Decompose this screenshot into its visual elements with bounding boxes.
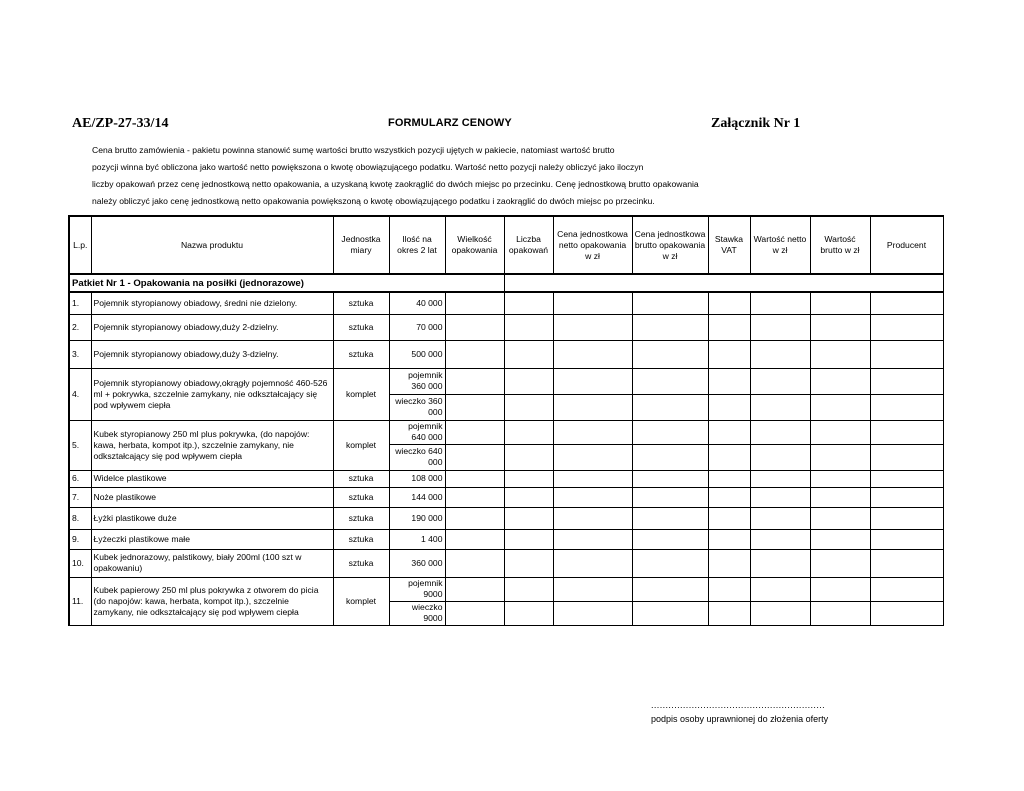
cell-producer[interactable] bbox=[870, 470, 943, 487]
cell-vat[interactable] bbox=[708, 470, 750, 487]
cell-lp: 10. bbox=[69, 549, 91, 577]
cell-qty: 190 000 bbox=[389, 507, 445, 529]
intro-line: należy obliczyć jako cenę jednostkową netto opakowania powiększoną o kwotę obowiązującego podatku i zaokrąglić do dwóch miejsc po przecinku. bbox=[92, 196, 655, 206]
col-header-pack-count: Liczba opakowań bbox=[504, 216, 553, 274]
cell-name: Kubek styropianowy 250 ml plus pokrywka, (do napojów: kawa, herbata, kompot itp.), szczelnie zamykany, nie odkształcający się pod wpływem ciepła bbox=[91, 420, 333, 470]
section-title: Patkiet Nr 1 - Opakowania na posiłki (jednorazowe) bbox=[69, 274, 504, 292]
cell-qty-container: pojemnik 360 000 bbox=[389, 368, 445, 394]
cell-net[interactable] bbox=[750, 292, 810, 314]
cell-net[interactable] bbox=[750, 420, 810, 444]
cell-producer[interactable] bbox=[870, 368, 943, 394]
intro-line: pozycji winna być obliczona jako wartość netto powiększona o kwotę obowiązującego podatku. Wartość netto pozycji należy obliczyć jako iloczyn bbox=[92, 162, 644, 172]
cell-pack-count[interactable] bbox=[504, 549, 553, 577]
cell-producer[interactable] bbox=[870, 601, 943, 625]
cell-pack-size[interactable] bbox=[445, 444, 504, 470]
cell-unit: sztuka bbox=[333, 340, 389, 368]
cell-gross[interactable] bbox=[810, 444, 870, 470]
cell-pack-count[interactable] bbox=[504, 292, 553, 314]
cell-unit-gross[interactable] bbox=[632, 394, 708, 420]
cell-name: Pojemnik styropianowy obiadowy,okrągły pojemność 460-526 ml + pokrywka, szczelnie zamykany, nie odkształcający się pod wpływem ciepła bbox=[91, 368, 333, 420]
cell-gross[interactable] bbox=[810, 577, 870, 601]
cell-lp: 7. bbox=[69, 487, 91, 507]
cell-unit-net[interactable] bbox=[553, 507, 632, 529]
cell-name: Widelce plastikowe bbox=[91, 470, 333, 487]
cell-name: Łyżeczki plastikowe małe bbox=[91, 529, 333, 549]
cell-unit-net[interactable] bbox=[553, 577, 632, 601]
cell-vat[interactable] bbox=[708, 601, 750, 625]
cell-vat[interactable] bbox=[708, 507, 750, 529]
cell-gross[interactable] bbox=[810, 292, 870, 314]
cell-pack-count[interactable] bbox=[504, 314, 553, 340]
cell-unit-net[interactable] bbox=[553, 314, 632, 340]
cell-pack-size[interactable] bbox=[445, 394, 504, 420]
cell-producer[interactable] bbox=[870, 577, 943, 601]
cell-qty-lid: wieczko 9000 bbox=[389, 601, 445, 625]
cell-net[interactable] bbox=[750, 314, 810, 340]
cell-lp: 4. bbox=[69, 368, 91, 420]
cell-net[interactable] bbox=[750, 529, 810, 549]
cell-qty: 144 000 bbox=[389, 487, 445, 507]
cell-lp: 3. bbox=[69, 340, 91, 368]
cell-qty-lid: wieczko 360 000 bbox=[389, 394, 445, 420]
cell-gross[interactable] bbox=[810, 340, 870, 368]
cell-producer[interactable] bbox=[870, 444, 943, 470]
cell-unit-gross[interactable] bbox=[632, 292, 708, 314]
cell-net[interactable] bbox=[750, 340, 810, 368]
cell-pack-count[interactable] bbox=[504, 340, 553, 368]
cell-pack-size[interactable] bbox=[445, 487, 504, 507]
cell-gross[interactable] bbox=[810, 507, 870, 529]
cell-vat[interactable] bbox=[708, 368, 750, 394]
cell-unit-gross[interactable] bbox=[632, 420, 708, 444]
cell-lp: 9. bbox=[69, 529, 91, 549]
col-header-net: Wartość netto w zł bbox=[750, 216, 810, 274]
cell-unit-net[interactable] bbox=[553, 487, 632, 507]
cell-vat[interactable] bbox=[708, 340, 750, 368]
cell-name: Pojemnik styropianowy obiadowy,duży 3-dzielny. bbox=[91, 340, 333, 368]
cell-unit-net[interactable] bbox=[553, 529, 632, 549]
signature-line: ............................................................ bbox=[651, 700, 826, 710]
cell-name: Kubek papierowy 250 ml plus pokrywka z otworem do picia (do napojów: kawa, herbata, kompot itp.), szczelnie zamykany, nie odkształcający się pod wpływem ciepła bbox=[91, 577, 333, 625]
cell-pack-count[interactable] bbox=[504, 470, 553, 487]
table-row bbox=[69, 420, 943, 444]
cell-pack-size[interactable] bbox=[445, 549, 504, 577]
cell-lp: 5. bbox=[69, 420, 91, 470]
cell-pack-size[interactable] bbox=[445, 470, 504, 487]
cell-producer[interactable] bbox=[870, 549, 943, 577]
cell-qty-lid: wieczko 640 000 bbox=[389, 444, 445, 470]
table-row bbox=[69, 470, 943, 487]
cell-lp: 11. bbox=[69, 577, 91, 625]
cell-vat[interactable] bbox=[708, 394, 750, 420]
cell-vat[interactable] bbox=[708, 487, 750, 507]
cell-name: Łyżki plastikowe duże bbox=[91, 507, 333, 529]
cell-unit-gross[interactable] bbox=[632, 601, 708, 625]
cell-unit-net[interactable] bbox=[553, 340, 632, 368]
cell-gross[interactable] bbox=[810, 549, 870, 577]
cell-lp: 2. bbox=[69, 314, 91, 340]
cell-lp: 1. bbox=[69, 292, 91, 314]
cell-name: Pojemnik styropianowy obiadowy, średni nie dzielony. bbox=[91, 292, 333, 314]
intro-text bbox=[92, 142, 792, 210]
cell-name: Kubek jednorazowy, palstikowy, biały 200ml (100 szt w opakowaniu) bbox=[91, 549, 333, 577]
cell-pack-count[interactable] bbox=[504, 577, 553, 601]
cell-unit-gross[interactable] bbox=[632, 529, 708, 549]
cell-unit-net[interactable] bbox=[553, 420, 632, 444]
cell-unit: komplet bbox=[333, 420, 389, 470]
table-row bbox=[69, 577, 943, 601]
cell-net[interactable] bbox=[750, 444, 810, 470]
cell-lp: 8. bbox=[69, 507, 91, 529]
cell-producer[interactable] bbox=[870, 394, 943, 420]
cell-unit: sztuka bbox=[333, 314, 389, 340]
cell-pack-size[interactable] bbox=[445, 507, 504, 529]
col-header-vat: Stawka VAT bbox=[708, 216, 750, 274]
cell-net[interactable] bbox=[750, 601, 810, 625]
cell-producer[interactable] bbox=[870, 314, 943, 340]
cell-unit-gross[interactable] bbox=[632, 507, 708, 529]
cell-unit-net[interactable] bbox=[553, 549, 632, 577]
cell-unit-net[interactable] bbox=[553, 470, 632, 487]
col-header-qty: Ilość na okres 2 lat bbox=[389, 216, 445, 274]
cell-pack-count[interactable] bbox=[504, 368, 553, 394]
cell-name: Noże plastikowe bbox=[91, 487, 333, 507]
cell-unit: sztuka bbox=[333, 549, 389, 577]
cell-qty-container: pojemnik 640 000 bbox=[389, 420, 445, 444]
cell-vat[interactable] bbox=[708, 420, 750, 444]
cell-unit: komplet bbox=[333, 368, 389, 420]
col-header-unit-net: Cena jednostkowa netto opakowania w zł bbox=[553, 216, 632, 274]
cell-gross[interactable] bbox=[810, 529, 870, 549]
cell-producer[interactable] bbox=[870, 420, 943, 444]
cell-qty: 40 000 bbox=[389, 292, 445, 314]
cell-pack-size[interactable] bbox=[445, 420, 504, 444]
cell-pack-count[interactable] bbox=[504, 444, 553, 470]
table-row bbox=[69, 340, 943, 368]
cell-unit-net[interactable] bbox=[553, 601, 632, 625]
cell-net[interactable] bbox=[750, 549, 810, 577]
cell-qty-container: pojemnik 9000 bbox=[389, 577, 445, 601]
cell-gross[interactable] bbox=[810, 314, 870, 340]
cell-producer[interactable] bbox=[870, 292, 943, 314]
cell-unit-gross[interactable] bbox=[632, 368, 708, 394]
cell-unit-gross[interactable] bbox=[632, 487, 708, 507]
cell-vat[interactable] bbox=[708, 292, 750, 314]
document-reference: AE/ZP-27-33/14 bbox=[72, 116, 169, 131]
cell-gross[interactable] bbox=[810, 420, 870, 444]
cell-unit-gross[interactable] bbox=[632, 470, 708, 487]
cell-net[interactable] bbox=[750, 470, 810, 487]
cell-net[interactable] bbox=[750, 507, 810, 529]
cell-vat[interactable] bbox=[708, 577, 750, 601]
table-row bbox=[69, 368, 943, 394]
cell-producer[interactable] bbox=[870, 340, 943, 368]
cell-pack-size[interactable] bbox=[445, 340, 504, 368]
cell-vat[interactable] bbox=[708, 549, 750, 577]
signature-label: podpis osoby uprawnionej do złożenia oferty bbox=[651, 714, 829, 724]
cell-net[interactable] bbox=[750, 577, 810, 601]
cell-unit: sztuka bbox=[333, 507, 389, 529]
cell-gross[interactable] bbox=[810, 470, 870, 487]
table-row bbox=[69, 292, 943, 314]
cell-gross[interactable] bbox=[810, 394, 870, 420]
annex-label: Załącznik Nr 1 bbox=[711, 116, 801, 131]
cell-pack-count[interactable] bbox=[504, 487, 553, 507]
cell-unit-gross[interactable] bbox=[632, 549, 708, 577]
cell-unit: komplet bbox=[333, 577, 389, 625]
cell-pack-size[interactable] bbox=[445, 601, 504, 625]
section-row bbox=[69, 274, 943, 292]
col-header-unit: Jednostka miary bbox=[333, 216, 389, 274]
intro-line: Cena brutto zamówienia - pakietu powinna stanowić sumę wartości brutto wszystkich pozycji ujętych w pakiecie, natomiast wartość brutto bbox=[92, 145, 615, 155]
cell-gross[interactable] bbox=[810, 368, 870, 394]
cell-unit-gross[interactable] bbox=[632, 444, 708, 470]
cell-producer[interactable] bbox=[870, 529, 943, 549]
cell-qty: 70 000 bbox=[389, 314, 445, 340]
cell-qty: 108 000 bbox=[389, 470, 445, 487]
cell-vat[interactable] bbox=[708, 314, 750, 340]
cell-unit-net[interactable] bbox=[553, 394, 632, 420]
cell-net[interactable] bbox=[750, 394, 810, 420]
col-header-name: Nazwa produktu bbox=[91, 216, 333, 274]
cell-name: Pojemnik styropianowy obiadowy,duży 2-dzielny. bbox=[91, 314, 333, 340]
cell-pack-count[interactable] bbox=[504, 529, 553, 549]
cell-unit-net[interactable] bbox=[553, 368, 632, 394]
header-row bbox=[69, 216, 943, 274]
cell-unit-net[interactable] bbox=[553, 444, 632, 470]
cell-pack-count[interactable] bbox=[504, 601, 553, 625]
cell-net[interactable] bbox=[750, 368, 810, 394]
table-row bbox=[69, 314, 943, 340]
cell-vat[interactable] bbox=[708, 444, 750, 470]
cell-lp: 6. bbox=[69, 470, 91, 487]
cell-unit-gross[interactable] bbox=[632, 314, 708, 340]
price-table bbox=[68, 215, 944, 626]
cell-unit: sztuka bbox=[333, 470, 389, 487]
cell-unit: sztuka bbox=[333, 529, 389, 549]
col-header-lp: L.p. bbox=[69, 216, 91, 274]
cell-pack-size[interactable] bbox=[445, 314, 504, 340]
cell-pack-count[interactable] bbox=[504, 420, 553, 444]
cell-unit: sztuka bbox=[333, 487, 389, 507]
cell-net[interactable] bbox=[750, 487, 810, 507]
cell-unit: sztuka bbox=[333, 292, 389, 314]
cell-pack-size[interactable] bbox=[445, 577, 504, 601]
cell-producer[interactable] bbox=[870, 487, 943, 507]
cell-pack-size[interactable] bbox=[445, 292, 504, 314]
cell-pack-size[interactable] bbox=[445, 529, 504, 549]
col-header-producer: Producent bbox=[870, 216, 943, 274]
cell-pack-count[interactable] bbox=[504, 507, 553, 529]
cell-vat[interactable] bbox=[708, 529, 750, 549]
cell-qty: 360 000 bbox=[389, 549, 445, 577]
table-row bbox=[69, 507, 943, 529]
col-header-gross: Wartość brutto w zł bbox=[810, 216, 870, 274]
intro-line: liczby opakowań przez cenę jednostkową netto opakowania, a uzyskaną kwotę zaokrąglić do dwóch miejsc po przecinku. Cenę jednostkową brutto opakowania bbox=[92, 179, 699, 189]
col-header-unit-gross: Cena jednostkowa brutto opakowania w zł bbox=[632, 216, 708, 274]
table-row bbox=[69, 529, 943, 549]
cell-pack-count[interactable] bbox=[504, 394, 553, 420]
cell-unit-net[interactable] bbox=[553, 292, 632, 314]
cell-qty: 500 000 bbox=[389, 340, 445, 368]
table-row bbox=[69, 549, 943, 577]
cell-unit-gross[interactable] bbox=[632, 577, 708, 601]
cell-gross[interactable] bbox=[810, 487, 870, 507]
cell-qty: 1 400 bbox=[389, 529, 445, 549]
table-row bbox=[69, 487, 943, 507]
form-title: FORMULARZ CENOWY bbox=[388, 117, 512, 129]
cell-gross[interactable] bbox=[810, 601, 870, 625]
cell-unit-gross[interactable] bbox=[632, 340, 708, 368]
col-header-pack-size: Wielkość opakowania bbox=[445, 216, 504, 274]
cell-producer[interactable] bbox=[870, 507, 943, 529]
cell-pack-size[interactable] bbox=[445, 368, 504, 394]
